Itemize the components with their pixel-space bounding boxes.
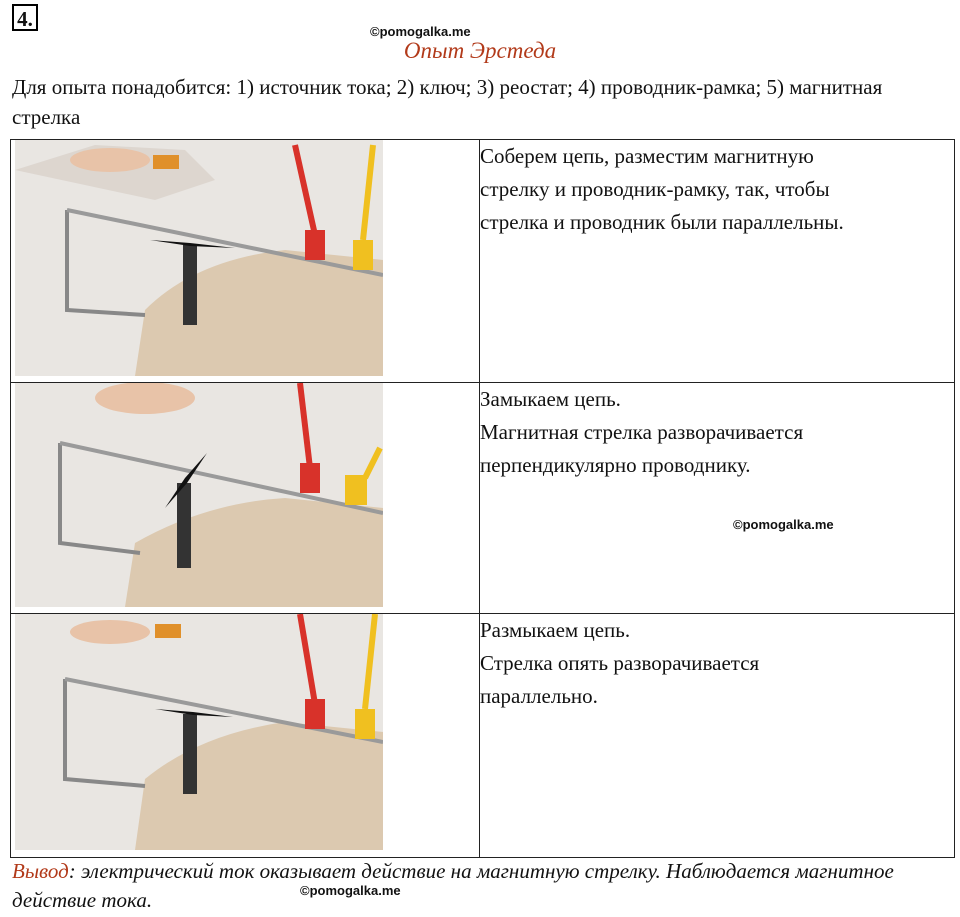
photo-cell xyxy=(11,140,480,383)
watermark-top: ©pomogalka.me xyxy=(370,24,471,39)
task-number: 4. xyxy=(12,4,38,31)
photo-needle-parallel-again xyxy=(15,614,383,850)
description-line: Магнитная стрелка разворачивается xyxy=(480,420,804,444)
conclusion-text: : электрический ток оказывает действие на магнитную стрелку. Наблюдается магнитное действие тока. xyxy=(12,859,894,912)
description-line: стрелку и проводник-рамку, так, чтобы xyxy=(480,177,830,201)
description-cell xyxy=(480,614,955,858)
description-line: перпендикулярно проводнику. xyxy=(480,453,751,477)
description-line: стрелка и проводник были параллельны. xyxy=(480,210,844,234)
experiment-table xyxy=(10,139,955,858)
conclusion-label: Вывод xyxy=(12,859,69,883)
watermark-middle: ©pomogalka.me xyxy=(733,517,834,532)
table-row xyxy=(11,383,955,614)
description-cell xyxy=(480,383,955,614)
page-title: Опыт Эрстеда xyxy=(403,38,557,63)
photo-needle-parallel xyxy=(15,140,383,376)
photo-needle-perpendicular xyxy=(15,383,383,607)
description-line: Стрелка опять разворачивается xyxy=(480,651,760,675)
conclusion xyxy=(12,857,947,915)
description-line: Замыкаем цепь. xyxy=(480,387,621,411)
photo-cell xyxy=(11,614,480,858)
table-row xyxy=(11,140,955,383)
description-cell xyxy=(480,140,955,383)
watermark-bottom: ©pomogalka.me xyxy=(300,883,401,898)
table-row xyxy=(11,614,955,858)
description-line: Соберем цепь, разместим магнитную xyxy=(480,144,814,168)
intro-text: Для опыта понадобится: 1) источник тока; 2) ключ; 3) реостат; 4) проводник-рамка; 5) магнитная стрелка xyxy=(12,75,883,129)
description-line: Размыкаем цепь. xyxy=(480,618,631,642)
description-line: параллельно. xyxy=(480,684,598,708)
photo-cell xyxy=(11,383,480,614)
